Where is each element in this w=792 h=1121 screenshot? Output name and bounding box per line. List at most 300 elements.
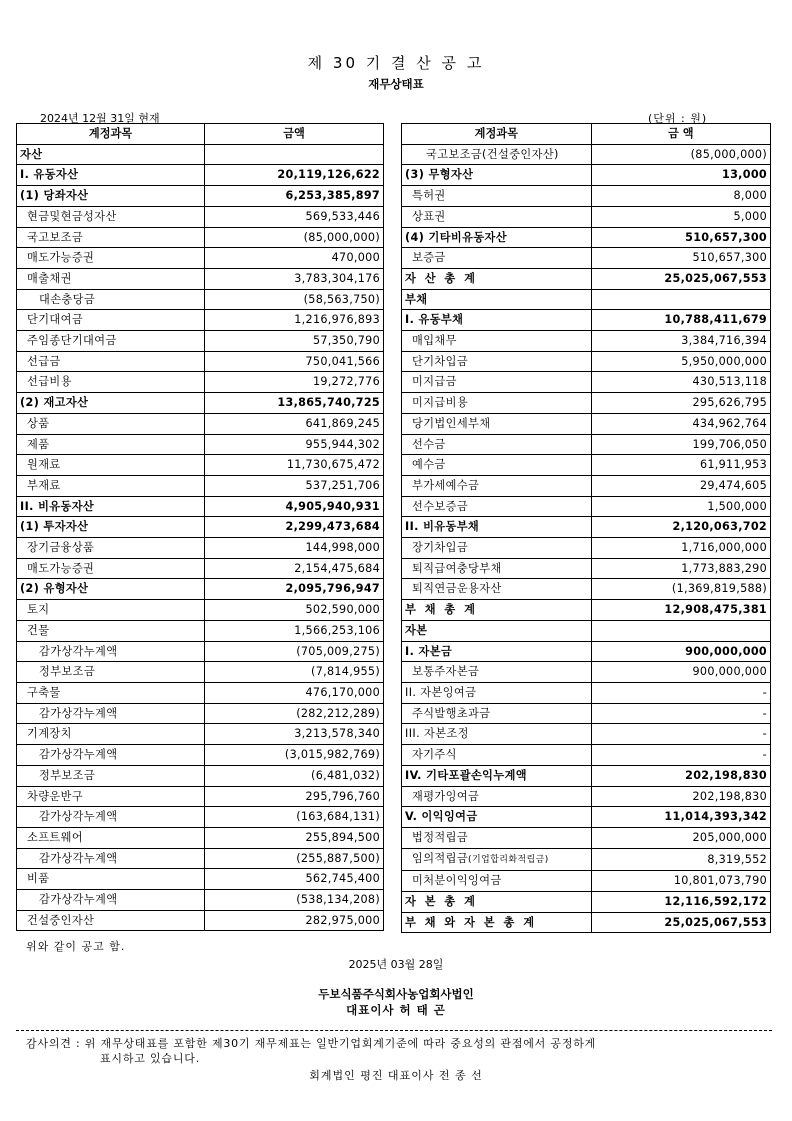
amount-value: 2,120,063,702 (591, 517, 770, 538)
amount-value (205, 144, 384, 165)
account-name (17, 310, 205, 331)
account-label: 부 채 총 계 (405, 603, 478, 617)
account-label: 주식발행초과금 (412, 706, 491, 720)
account-label: 퇴직급여충당부채 (412, 561, 502, 575)
account-label: 미지급비용 (412, 396, 469, 410)
amount-value: 2,095,796,947 (205, 579, 384, 600)
amount-value: 470,000 (205, 248, 384, 269)
account-name (17, 186, 205, 207)
account-name (402, 144, 592, 165)
table-row (402, 496, 771, 517)
account-name (17, 455, 205, 476)
table-row (17, 890, 384, 911)
account-label: 매입채무 (412, 334, 457, 348)
amount-value: 255,894,500 (205, 827, 384, 848)
table-row (17, 331, 384, 352)
account-label: 매도가능증권 (27, 561, 95, 575)
table-row (402, 517, 771, 538)
amount-value: (6,481,032) (205, 765, 384, 786)
amount-value: (7,814,955) (205, 662, 384, 683)
amount-value: 2,299,473,684 (205, 517, 384, 538)
account-name (402, 848, 592, 871)
account-label: 단기차입금 (412, 354, 469, 368)
account-label: 부재료 (27, 478, 61, 492)
amount-value: 202,198,830 (591, 786, 770, 807)
amount-value: (255,887,500) (205, 848, 384, 869)
table-row (17, 372, 384, 393)
currency-unit: (단위 : 원) (648, 112, 708, 125)
account-label: (1) 투자자산 (20, 520, 89, 534)
account-label: 대손충당금 (39, 292, 96, 306)
amount-value: 900,000,000 (591, 641, 770, 662)
table-row (17, 662, 384, 683)
table-row (17, 869, 384, 890)
account-name (402, 827, 592, 848)
account-name (17, 910, 205, 931)
table-row (402, 310, 771, 331)
amount-value: 750,041,566 (205, 351, 384, 372)
auditor-signature: 회계법인 평진 대표이사 전 종 선 (309, 1069, 483, 1082)
amount-value: 29,474,605 (591, 475, 770, 496)
account-name (402, 227, 592, 248)
table-row (402, 848, 771, 871)
table-header-row (402, 124, 771, 145)
account-label: (4) 기타비유동자산 (405, 230, 507, 244)
table-row (17, 517, 384, 538)
table-row (17, 310, 384, 331)
table-row (402, 807, 771, 828)
table-row (402, 268, 771, 289)
amount-value: 8,319,552 (591, 848, 770, 871)
amount-value: 430,513,118 (591, 372, 770, 393)
header-amount: 금액 (205, 124, 384, 145)
table-row (402, 372, 771, 393)
amount-value: 282,975,000 (205, 910, 384, 931)
amount-value: (85,000,000) (591, 144, 770, 165)
amount-value: 641,869,245 (205, 413, 384, 434)
amount-value: 61,911,953 (591, 455, 770, 476)
account-label: 부 채 와 자 본 총 계 (405, 915, 537, 929)
account-name (402, 724, 592, 745)
amount-value: 569,533,446 (205, 206, 384, 227)
table-row (402, 765, 771, 786)
account-name (17, 165, 205, 186)
table-row (402, 641, 771, 662)
table-row (402, 227, 771, 248)
account-label: 법정적립금 (412, 830, 469, 844)
table-row (402, 206, 771, 227)
statement-subtitle: 재무상태표 (368, 77, 424, 91)
amount-value: 3,783,304,176 (205, 268, 384, 289)
table-row (17, 786, 384, 807)
table-row (402, 393, 771, 414)
table-row (17, 620, 384, 641)
notice-title: 제 30 기 결 산 공 고 (307, 54, 485, 72)
account-name (402, 662, 592, 683)
account-name (402, 310, 592, 331)
account-name (402, 871, 592, 892)
account-name (402, 351, 592, 372)
table-row (402, 289, 771, 310)
account-name (17, 413, 205, 434)
table-row (17, 910, 384, 931)
table-row (402, 351, 771, 372)
amount-value: 955,944,302 (205, 434, 384, 455)
account-name (17, 641, 205, 662)
table-row (17, 827, 384, 848)
amount-value: (282,212,289) (205, 703, 384, 724)
account-name (17, 289, 205, 310)
amount-value: 1,716,000,000 (591, 538, 770, 559)
header-account: 계정과목 (17, 124, 205, 145)
table-row (17, 579, 384, 600)
account-label: 선수금 (412, 437, 446, 451)
amount-value: (3,015,982,769) (205, 745, 384, 766)
table-row (17, 475, 384, 496)
account-name (17, 579, 205, 600)
notice-date: 2025년 03월 28일 (348, 958, 444, 971)
account-label: 정부보조금 (39, 665, 96, 679)
account-name (402, 600, 592, 621)
amount-value: 25,025,067,553 (591, 912, 770, 933)
table-row (402, 724, 771, 745)
account-name (402, 620, 592, 641)
account-name (402, 641, 592, 662)
table-row (402, 144, 771, 165)
account-label: 주임종단기대여금 (27, 334, 117, 348)
account-name (402, 558, 592, 579)
account-label: 구축물 (27, 685, 61, 699)
header-amount: 금 액 (591, 124, 770, 145)
account-label: 보증금 (412, 251, 446, 265)
account-name (17, 351, 205, 372)
account-label: 감가상각누계액 (39, 851, 118, 865)
account-label: 매출채권 (27, 271, 72, 285)
account-name (17, 620, 205, 641)
account-name (402, 475, 592, 496)
amount-value: 11,014,393,342 (591, 807, 770, 828)
table-row (402, 455, 771, 476)
account-label: (2) 유형자산 (20, 582, 89, 596)
table-row (402, 620, 771, 641)
amount-value: (85,000,000) (205, 227, 384, 248)
balance-sheet-right-table (401, 123, 771, 933)
account-label: 자기주식 (412, 748, 457, 762)
account-name (402, 517, 592, 538)
table-header-row (17, 124, 384, 145)
table-row (17, 600, 384, 621)
table-row (402, 786, 771, 807)
account-label: 부가세예수금 (412, 478, 480, 492)
amount-value: 12,116,592,172 (591, 892, 770, 913)
account-name (402, 538, 592, 559)
account-label: 단기대여금 (27, 313, 84, 327)
account-label: 선수보증금 (412, 499, 469, 513)
table-row (17, 144, 384, 165)
account-name (17, 538, 205, 559)
account-label: (1) 당좌자산 (20, 189, 89, 203)
amount-value: - (591, 682, 770, 703)
table-row (402, 600, 771, 621)
account-label: 자산 (20, 147, 43, 161)
account-label: 상품 (27, 416, 50, 430)
table-row (17, 289, 384, 310)
table-row (17, 558, 384, 579)
closing-statement: 위와 같이 공고 함. (26, 940, 126, 953)
amount-value: 57,350,790 (205, 331, 384, 352)
table-row (402, 827, 771, 848)
account-label: 예수금 (412, 458, 446, 472)
account-name (402, 268, 592, 289)
account-label: 감가상각누계액 (39, 706, 118, 720)
table-row (17, 268, 384, 289)
account-label: 정부보조금 (39, 768, 96, 782)
amount-value: 5,950,000,000 (591, 351, 770, 372)
account-label: I. 자본금 (405, 644, 453, 658)
amount-value: (1,369,819,588) (591, 579, 770, 600)
amount-value: (705,009,275) (205, 641, 384, 662)
account-label: 자 본 총 계 (405, 895, 478, 909)
table-row (402, 165, 771, 186)
balance-sheet-left-table (16, 123, 384, 931)
table-row (17, 248, 384, 269)
account-name (17, 869, 205, 890)
account-label: 퇴직연금운용자산 (412, 582, 502, 596)
account-name (402, 496, 592, 517)
account-label: 국고보조금(건설중인자산) (426, 147, 559, 161)
account-name (402, 331, 592, 352)
amount-value: 1,216,976,893 (205, 310, 384, 331)
amount-value: 900,000,000 (591, 662, 770, 683)
amount-value: 502,590,000 (205, 600, 384, 621)
account-name (402, 682, 592, 703)
account-label: 현금및현금성자산 (27, 209, 117, 223)
amount-value: - (591, 745, 770, 766)
account-name (402, 248, 592, 269)
table-row (402, 558, 771, 579)
right-table-body (402, 144, 771, 933)
table-row (17, 765, 384, 786)
account-label: 감가상각누계액 (39, 810, 118, 824)
account-note: (기업합리화적립금) (468, 854, 549, 865)
account-label: III. 자본조정 (405, 727, 469, 741)
table-row (17, 227, 384, 248)
amount-value: 205,000,000 (591, 827, 770, 848)
account-name (402, 765, 592, 786)
table-row (17, 724, 384, 745)
account-label: (2) 재고자산 (20, 396, 89, 410)
amount-value (591, 289, 770, 310)
account-label: 건물 (27, 623, 50, 637)
account-name (17, 268, 205, 289)
account-name (17, 372, 205, 393)
amount-value: 25,025,067,553 (591, 268, 770, 289)
account-label: 매도가능증권 (27, 251, 95, 265)
account-name (17, 765, 205, 786)
account-label: 특허권 (412, 189, 446, 203)
account-name (17, 475, 205, 496)
table-row (402, 248, 771, 269)
account-name (402, 892, 592, 913)
account-label: 장기차입금 (412, 541, 469, 555)
table-row (17, 206, 384, 227)
table-row (402, 662, 771, 683)
account-label: 부채 (405, 292, 428, 306)
account-label: 기계장치 (27, 727, 72, 741)
table-row (17, 848, 384, 869)
amount-value: (538,134,208) (205, 890, 384, 911)
account-name (17, 786, 205, 807)
amount-value: - (591, 703, 770, 724)
account-label: 장기금융상품 (27, 541, 95, 555)
account-label: 차량운반구 (27, 789, 84, 803)
account-label: I. 유동부채 (405, 313, 464, 327)
table-row (17, 703, 384, 724)
account-label: 선급비용 (27, 375, 72, 389)
amount-value: 1,773,883,290 (591, 558, 770, 579)
table-row (402, 682, 771, 703)
account-name (402, 455, 592, 476)
amount-value: 19,272,776 (205, 372, 384, 393)
amount-value: 13,000 (591, 165, 770, 186)
account-label: 자본 (405, 623, 428, 637)
table-row (402, 703, 771, 724)
amount-value: 13,865,740,725 (205, 393, 384, 414)
account-name (402, 745, 592, 766)
table-row (402, 579, 771, 600)
account-label: 임의적립금 (412, 851, 469, 865)
account-name (17, 206, 205, 227)
table-row (402, 912, 771, 933)
amount-value: 510,657,300 (591, 227, 770, 248)
table-row (17, 434, 384, 455)
table-row (17, 351, 384, 372)
table-row (17, 455, 384, 476)
audit-opinion-line2: 표시하고 있습니다. (100, 1052, 201, 1065)
table-row (402, 871, 771, 892)
table-row (402, 538, 771, 559)
amount-value: (58,563,750) (205, 289, 384, 310)
amount-value: 11,730,675,472 (205, 455, 384, 476)
account-label: I. 유동자산 (20, 168, 79, 182)
amount-value: 144,998,000 (205, 538, 384, 559)
account-label: 토지 (27, 603, 50, 617)
table-row (17, 186, 384, 207)
table-row (17, 641, 384, 662)
account-name (402, 186, 592, 207)
account-label: II. 비유동자산 (20, 499, 95, 513)
amount-value: 562,745,400 (205, 869, 384, 890)
account-name (17, 848, 205, 869)
table-row (402, 413, 771, 434)
account-name (17, 682, 205, 703)
account-name (402, 786, 592, 807)
account-name (402, 165, 592, 186)
amount-value: 12,908,475,381 (591, 600, 770, 621)
account-name (17, 662, 205, 683)
as-of-date: 2024년 12월 31일 현재 (40, 112, 160, 125)
account-name (402, 413, 592, 434)
amount-value: 537,251,706 (205, 475, 384, 496)
amount-value: 20,119,126,622 (205, 165, 384, 186)
amount-value: 3,384,716,394 (591, 331, 770, 352)
account-label: 미처분이익잉여금 (412, 874, 502, 888)
amount-value: 2,154,475,684 (205, 558, 384, 579)
account-name (17, 558, 205, 579)
amount-value: 295,796,760 (205, 786, 384, 807)
table-row (402, 745, 771, 766)
table-row (402, 434, 771, 455)
account-label: 건설중인자산 (27, 913, 95, 927)
account-name (17, 144, 205, 165)
account-name (402, 206, 592, 227)
amount-value (591, 620, 770, 641)
account-name (402, 703, 592, 724)
account-label: 국고보조금 (27, 230, 84, 244)
account-name (402, 807, 592, 828)
account-label: V. 이익잉여금 (405, 810, 478, 824)
table-row (17, 745, 384, 766)
account-label: 미지급금 (412, 375, 457, 389)
account-name (402, 289, 592, 310)
table-row (402, 331, 771, 352)
header-account: 계정과목 (402, 124, 592, 145)
account-label: 제품 (27, 437, 50, 451)
table-row (17, 413, 384, 434)
account-label: 재평가잉여금 (412, 789, 480, 803)
account-label: II. 자본잉여금 (405, 685, 477, 699)
account-name (17, 248, 205, 269)
table-row (17, 682, 384, 703)
account-label: 원재료 (27, 458, 61, 472)
audit-opinion-line1: 감사의견 : 위 재무상태표를 포함한 제30기 재무제표는 일반기업회계기준에 따라 중요성의 관점에서 공정하게 (26, 1037, 597, 1050)
account-name (402, 393, 592, 414)
account-label: 보통주자본금 (412, 665, 480, 679)
amount-value: 5,000 (591, 206, 770, 227)
amount-value: 4,905,940,931 (205, 496, 384, 517)
ceo-name: 대표이사 허 태 곤 (346, 1003, 446, 1017)
table-row (17, 393, 384, 414)
account-label: 감가상각누계액 (39, 644, 118, 658)
table-row (17, 165, 384, 186)
account-label: 소프트웨어 (27, 830, 84, 844)
amount-value: 10,801,073,790 (591, 871, 770, 892)
account-name (402, 912, 592, 933)
account-name (17, 703, 205, 724)
amount-value: 8,000 (591, 186, 770, 207)
account-label: 감가상각누계액 (39, 893, 118, 907)
company-name: 두보식품주식회사농업회사법인 (318, 987, 474, 1001)
table-row (402, 186, 771, 207)
amount-value: 199,706,050 (591, 434, 770, 455)
account-name (17, 517, 205, 538)
table-row (402, 892, 771, 913)
account-label: 감가상각누계액 (39, 748, 118, 762)
amount-value: 3,213,578,340 (205, 724, 384, 745)
table-row (17, 538, 384, 559)
amount-value: 295,626,795 (591, 393, 770, 414)
account-name (17, 827, 205, 848)
account-name (17, 227, 205, 248)
amount-value: 10,788,411,679 (591, 310, 770, 331)
account-name (402, 434, 592, 455)
account-label: 비품 (27, 872, 50, 886)
account-name (17, 807, 205, 828)
amount-value: 510,657,300 (591, 248, 770, 269)
table-row (17, 807, 384, 828)
account-name (17, 745, 205, 766)
dashed-divider (16, 1030, 772, 1031)
